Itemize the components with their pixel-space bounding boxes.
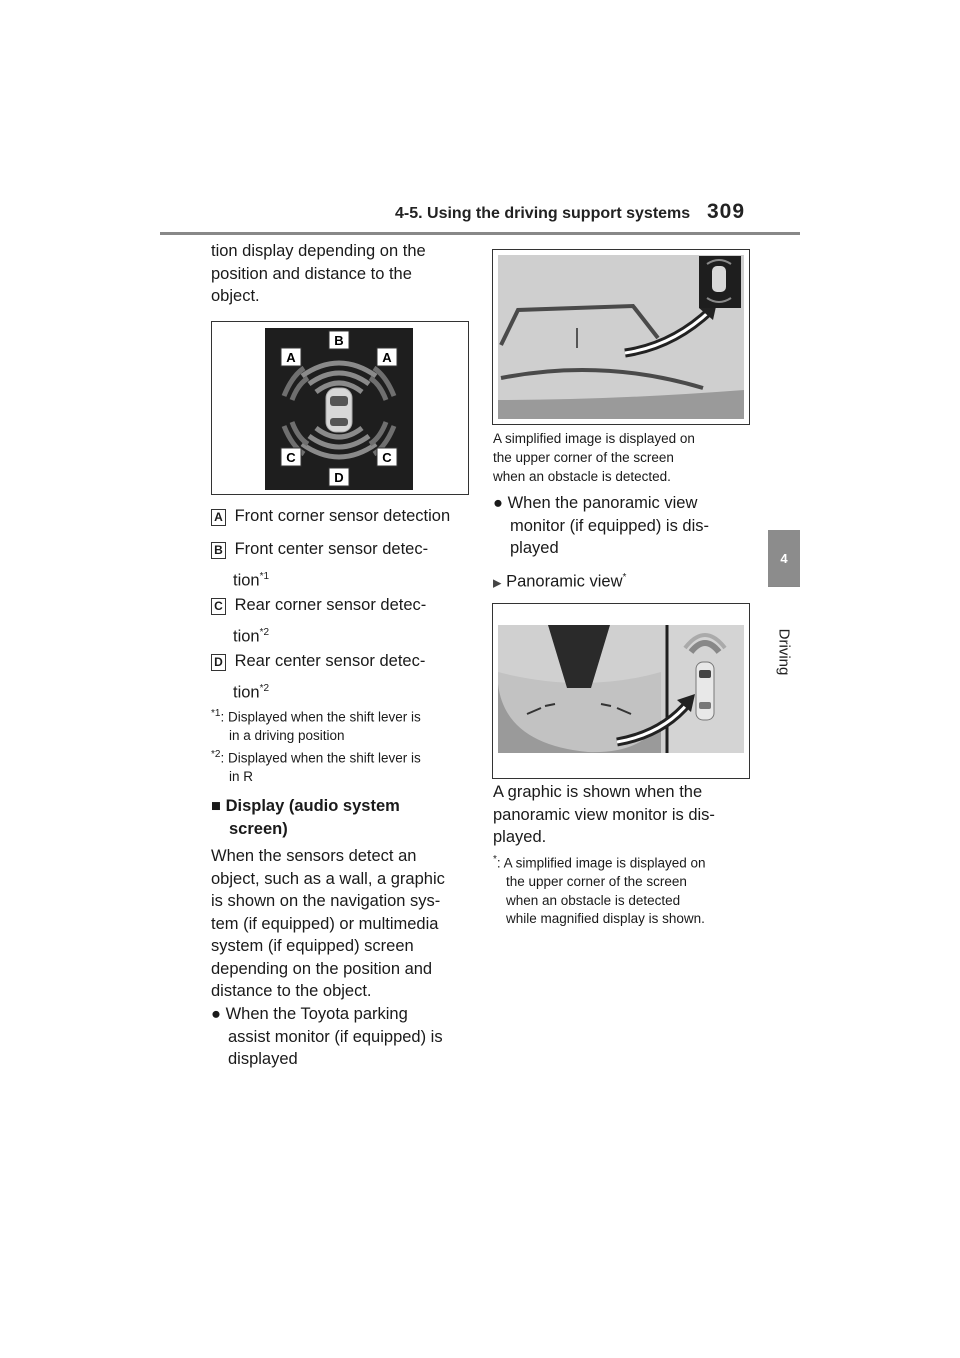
legend-item-b bbox=[211, 538, 481, 592]
legend-key: A bbox=[211, 509, 226, 526]
chapter-side-label bbox=[770, 612, 798, 692]
sensor-display-figure bbox=[211, 321, 469, 495]
section-title: 4-5. Using the driving support systems bbox=[395, 205, 691, 222]
label-d: D bbox=[334, 470, 344, 485]
footnote-2: $^{*2}$: Displayed when the shift lever is in R bbox=[211, 749, 421, 784]
label-a-left: A bbox=[286, 350, 296, 365]
legend-key: B bbox=[211, 542, 226, 559]
label-c-left: C bbox=[286, 450, 296, 465]
round-bullet-icon: ● bbox=[211, 1005, 221, 1023]
bullet-parking-assist: ● When the Toyota parking assist monitor (if equipped) is displayed bbox=[211, 1005, 443, 1068]
label-a-right: A bbox=[382, 350, 392, 365]
legend-key: C bbox=[211, 598, 226, 615]
sub-bullet-panoramic-view: ▶ Panoramic view* bbox=[493, 572, 627, 591]
triangle-bullet-icon: ▶ bbox=[493, 577, 502, 590]
legend-text-cont: tion$^{*2}$ bbox=[233, 627, 270, 646]
tab-rule bbox=[768, 586, 800, 587]
parking-assist-screen bbox=[493, 250, 749, 424]
sensor-diagram bbox=[212, 322, 468, 494]
bullet-panoramic: ● When the panoramic view monitor (if equipped) is dis- played bbox=[493, 494, 709, 557]
parking-assist-figure bbox=[492, 249, 750, 425]
legend-text-cont: tion$^{*2}$ bbox=[233, 683, 270, 702]
intro-line: object. bbox=[211, 287, 260, 305]
label-c-right: C bbox=[382, 450, 392, 465]
label-b: B bbox=[334, 333, 344, 348]
legend-key: D bbox=[211, 654, 226, 671]
panoramic-footnote: *: A simplified image is displayed on the upper corner of the screen when an obstacle is detected while magnified display is shown. bbox=[493, 854, 706, 926]
legend-text: Front corner sensor detection bbox=[234, 507, 451, 525]
legend-item-d bbox=[211, 650, 481, 704]
intro-line: position and distance to the bbox=[211, 264, 412, 283]
legend-text: Rear center sensor detec- bbox=[234, 652, 426, 670]
figure2-caption: A simplified image is displayed on the upper corner of the screen when an obstacle is detected. bbox=[493, 431, 695, 484]
footnote-1: $^{*1}$: Displayed when the shift lever is in a driving position bbox=[211, 708, 421, 743]
round-bullet-icon: ● bbox=[493, 494, 503, 512]
display-heading: ■ Display (audio system screen) bbox=[211, 797, 400, 838]
legend-item-c bbox=[211, 594, 481, 648]
header-rule bbox=[160, 232, 800, 235]
panoramic-screen bbox=[493, 604, 749, 778]
panoramic-view-figure bbox=[492, 603, 750, 779]
intro-paragraph bbox=[211, 240, 481, 308]
chapter-name: Driving bbox=[775, 628, 793, 676]
legend-text-cont: tion$^{*1}$ bbox=[233, 571, 270, 590]
square-bullet-icon: ■ bbox=[211, 797, 221, 815]
car-icon bbox=[326, 388, 352, 432]
chapter-tab: 4 bbox=[768, 530, 800, 586]
panoramic-paragraph: A graphic is shown when the panoramic view monitor is dis- played. bbox=[493, 783, 715, 846]
legend-text: Rear corner sensor detec- bbox=[234, 596, 427, 614]
intro-line: tion display depending on the bbox=[211, 242, 426, 260]
page-number: 309 bbox=[707, 200, 746, 223]
display-paragraph: When the sensors detect an object, such as a wall, a graphic is shown on the navigation sys- tem (if equipped) or multimedia system (if equipped) screen depending on the position and distance to the object. bbox=[211, 847, 445, 1000]
legend-item-a bbox=[211, 505, 481, 527]
legend-text: Front center sensor detec- bbox=[234, 540, 429, 558]
